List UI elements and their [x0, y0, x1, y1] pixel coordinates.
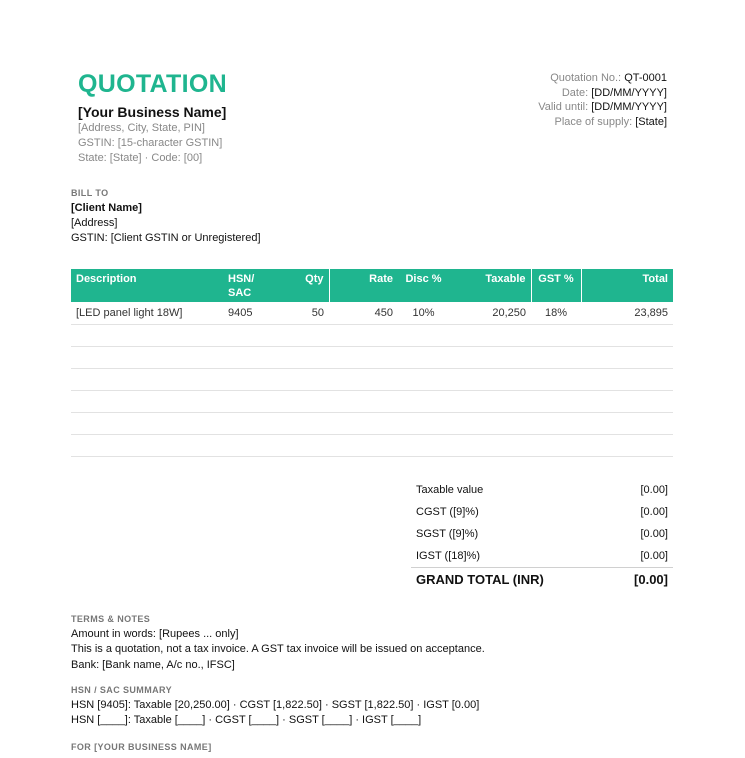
cell-disc: 10%	[398, 302, 449, 324]
cell-total	[581, 324, 673, 346]
cell-hsn	[223, 412, 279, 434]
cell-hsn: 9405	[223, 302, 279, 324]
cell-hsn	[223, 368, 279, 390]
cell-hsn	[223, 390, 279, 412]
cell-qty	[279, 368, 329, 390]
table-row	[71, 368, 673, 390]
cell-taxable	[449, 412, 531, 434]
terms-label: TERMS & NOTES	[71, 614, 151, 624]
date-label: Date:	[561, 86, 589, 99]
business-gstin: GSTIN: [15-character GSTIN]	[78, 137, 223, 149]
cell-description	[71, 346, 223, 368]
grand-total-row	[411, 567, 673, 592]
col-qty-header: Qty	[279, 269, 329, 302]
col-taxable-header: Taxable	[449, 269, 531, 302]
grand-total-label: GRAND TOTAL (INR)	[416, 572, 544, 587]
cell-qty	[279, 412, 329, 434]
business-state: State: [State] · Code: [00]	[78, 152, 203, 164]
col-gst-header: GST %	[531, 269, 581, 302]
cgst-amount: [0.00]	[640, 506, 668, 518]
cell-qty	[279, 346, 329, 368]
col-total-header: Total	[581, 269, 673, 302]
cell-disc	[398, 390, 449, 412]
table-header-row	[71, 269, 673, 302]
sgst-row	[411, 523, 673, 545]
place-of-supply-label: Place of supply:	[554, 116, 633, 129]
cell-description	[71, 412, 223, 434]
cell-disc	[398, 412, 449, 434]
cell-gst: 18%	[531, 302, 581, 324]
grand-total-amount: [0.00]	[634, 572, 668, 587]
bank-details: Bank: [Bank name, A/c no., IFSC]	[71, 659, 235, 671]
col-disc-header: Disc %	[398, 269, 449, 302]
business-name: [Your Business Name]	[78, 104, 227, 120]
cell-qty: 50	[279, 302, 329, 324]
quotation-number-row	[538, 71, 667, 86]
cell-gst	[531, 368, 581, 390]
igst-amount: [0.00]	[640, 550, 668, 562]
valid-until-row	[538, 100, 667, 115]
cell-taxable	[449, 324, 531, 346]
quotation-meta	[538, 71, 667, 130]
table-row	[71, 302, 673, 324]
cell-taxable	[449, 390, 531, 412]
cell-gst	[531, 412, 581, 434]
cell-total	[581, 346, 673, 368]
signatory-label: FOR [YOUR BUSINESS NAME]	[71, 742, 212, 752]
cell-rate	[329, 412, 398, 434]
client-name: [Client Name]	[71, 202, 142, 214]
cell-gst	[531, 324, 581, 346]
col-hsn-header: HSN/ SAC	[223, 269, 279, 302]
taxable-value-amount: [0.00]	[640, 484, 668, 496]
cell-rate	[329, 368, 398, 390]
taxable-value-label: Taxable value	[416, 484, 484, 496]
igst-row	[411, 545, 673, 567]
document-title: QUOTATION	[78, 70, 227, 98]
cell-disc	[398, 434, 449, 456]
valid-until-value: [DD/MM/YYYY]	[591, 101, 667, 114]
table-row	[71, 346, 673, 368]
cell-rate	[329, 324, 398, 346]
date-value: [DD/MM/YYYY]	[591, 86, 667, 99]
place-of-supply-value: [State]	[635, 116, 667, 129]
cell-disc	[398, 368, 449, 390]
cell-disc	[398, 346, 449, 368]
cell-qty	[279, 324, 329, 346]
valid-until-label: Valid until:	[538, 101, 589, 114]
cell-rate: 450	[329, 302, 398, 324]
totals-block	[411, 479, 673, 592]
sgst-label: SGST ([9]%)	[416, 528, 479, 540]
col-rate-header: Rate	[329, 269, 398, 302]
cell-disc	[398, 324, 449, 346]
cell-taxable	[449, 434, 531, 456]
cell-total	[581, 368, 673, 390]
cgst-row	[411, 501, 673, 523]
place-of-supply-row	[538, 115, 667, 130]
cell-description	[71, 324, 223, 346]
hsn-summary-line-1: HSN [9405]: Taxable [20,250.00] · CGST [1,822.50] · SGST [1,822.50] · IGST [0.00]	[71, 699, 480, 711]
client-gstin: GSTIN: [Client GSTIN or Unregistered]	[71, 232, 261, 244]
cell-description: [LED panel light 18W]	[71, 302, 223, 324]
cell-taxable	[449, 346, 531, 368]
cell-hsn	[223, 434, 279, 456]
cgst-label: CGST ([9]%)	[416, 506, 479, 518]
table-row	[71, 412, 673, 434]
cell-rate	[329, 346, 398, 368]
business-address: [Address, City, State, PIN]	[78, 122, 205, 134]
cell-rate	[329, 434, 398, 456]
cell-total: 23,895	[581, 302, 673, 324]
quotation-number-label: Quotation No.:	[550, 72, 622, 84]
cell-total	[581, 390, 673, 412]
cell-description	[71, 434, 223, 456]
table-row	[71, 390, 673, 412]
cell-gst	[531, 434, 581, 456]
cell-gst	[531, 390, 581, 412]
cell-taxable: 20,250	[449, 302, 531, 324]
cell-hsn	[223, 324, 279, 346]
cell-description	[71, 368, 223, 390]
hsn-summary-line-2: HSN [____]: Taxable [____] · CGST [____] · SGST [____] · IGST [____]	[71, 714, 422, 726]
taxable-value-row	[411, 479, 673, 501]
cell-total	[581, 412, 673, 434]
line-items-table	[71, 269, 673, 457]
cell-description	[71, 390, 223, 412]
hsn-summary-label: HSN / SAC SUMMARY	[71, 685, 172, 695]
igst-label: IGST ([18]%)	[416, 550, 480, 562]
cell-taxable	[449, 368, 531, 390]
client-address: [Address]	[71, 217, 118, 229]
table-row	[71, 434, 673, 456]
sgst-amount: [0.00]	[640, 528, 668, 540]
cell-qty	[279, 434, 329, 456]
quotation-note: This is a quotation, not a tax invoice. A GST tax invoice will be issued on acceptance.	[71, 643, 485, 655]
date-row	[538, 86, 667, 101]
cell-rate	[329, 390, 398, 412]
col-description-header: Description	[71, 269, 223, 302]
cell-total	[581, 434, 673, 456]
quotation-number-value: QT-0001	[624, 72, 667, 84]
cell-qty	[279, 390, 329, 412]
cell-hsn	[223, 346, 279, 368]
cell-gst	[531, 346, 581, 368]
table-row	[71, 324, 673, 346]
bill-to-label: BILL TO	[71, 188, 109, 198]
amount-in-words: Amount in words: [Rupees ... only]	[71, 628, 239, 640]
